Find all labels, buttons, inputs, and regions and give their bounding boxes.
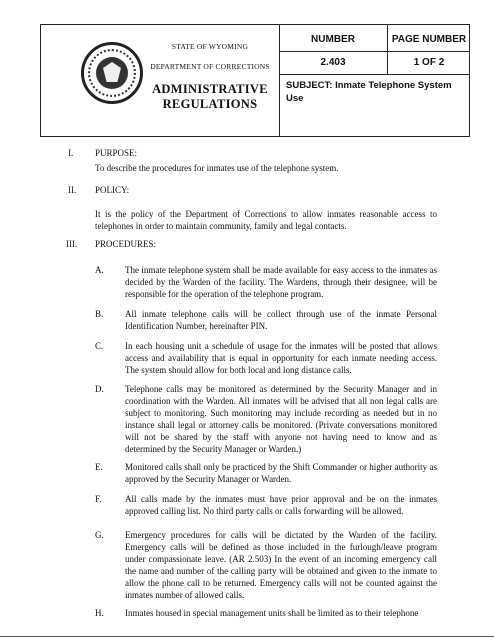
section-numeral: II. (68, 185, 77, 195)
procedure-text: The inmate telephone system shall be made available for easy access to the inmates as decided by the Warden of the facility. The Wardens, through their designee, will be responsible for the operation of the telephone program. (125, 265, 437, 299)
procedure-letter: B. (95, 309, 104, 319)
number-value: 2.403 (320, 57, 346, 68)
header-box (40, 24, 470, 137)
procedure-letter: G. (95, 530, 104, 540)
section-heading: PURPOSE: (95, 148, 138, 158)
procedure-text: Emergency procedures for calls will be dictated by the Warden of the facility. Emergency calls will be defined as those included in the furlough/leave program under compassionate leave. (AR 2.503) In the event of an incoming emergency call the name and number of the calling party will be obtained and given to the inmate to allow the phone call to be returned. Emergency calls will not be counted against the inmates number of allowed calls. (125, 530, 437, 600)
procedure-text: Monitored calls shall only be practiced by the Shift Commander or higher authority as approved by the Security Manager or Warden. (125, 462, 437, 484)
header-divider-horizontal (279, 51, 469, 52)
subject: SUBJECT: Inmate Telephone System Use (286, 80, 452, 104)
procedure-text: All calls made by the inmates must have prior approval and be on the inmates approved calling list. No third party calls or calls forwarding will be allowed. (125, 494, 437, 516)
section-heading: PROCEDURES: (95, 239, 157, 249)
procedure-text: Telephone calls may be monitored as determined by the Security Manager and in coordination with the Warden. All inmates will be advised that all non legal calls are subject to monitoring. Such monitoring may include recording as needed but in no instance shall legal or attorney calls be monitored. (Private conversations monitored will not be shared by the staff with anyone not having need to know and as determined by the Security Manager or Warden.) (125, 384, 437, 454)
state-name: STATE OF WYOMING (171, 42, 249, 51)
procedure-letter: F. (95, 494, 102, 504)
number-label: NUMBER (311, 34, 355, 45)
procedure-text: Inmates housed in special management units shall be limited as to their telephone (125, 608, 419, 618)
department-name: DEPARTMENT OF CORRECTIONS (150, 62, 270, 71)
procedure-letter: A. (95, 265, 104, 275)
procedure-letter: E. (95, 462, 103, 472)
state-seal-icon (81, 42, 143, 104)
section-heading: POLICY: (95, 185, 130, 195)
section-text: It is the policy of the Department of Corrections to allow inmates reasonable access to telephones in order to maintain community, family and legal contacts. (95, 209, 437, 231)
section-numeral: III. (66, 239, 78, 249)
section-text: To describe the procedures for inmates use of the telephone system. (95, 163, 339, 173)
document-title-line2: REGULATIONS (162, 97, 258, 111)
section-numeral: I. (68, 148, 74, 158)
header-divider-horizontal-2 (279, 74, 469, 75)
procedure-letter: C. (95, 341, 104, 351)
document-title-line1: ADMINISTRATIVE (152, 82, 268, 96)
procedure-text: All inmate telephone calls will be collect through use of the inmate Personal Identification Number, hereinafter PIN. (125, 309, 437, 331)
page-number-value: 1 OF 2 (413, 57, 445, 68)
procedure-letter: D. (95, 384, 104, 394)
page-number-label: PAGE NUMBER (391, 34, 467, 45)
page-bottom-rule (0, 636, 494, 637)
procedure-text: In each housing unit a schedule of usage for the inmates will be posted that allows access and availability that is equal in opportunity for each inmate needing access. The system should allow for both local and long distance calls. (125, 341, 437, 375)
document-title (145, 82, 275, 112)
procedure-letter: H. (95, 608, 104, 618)
